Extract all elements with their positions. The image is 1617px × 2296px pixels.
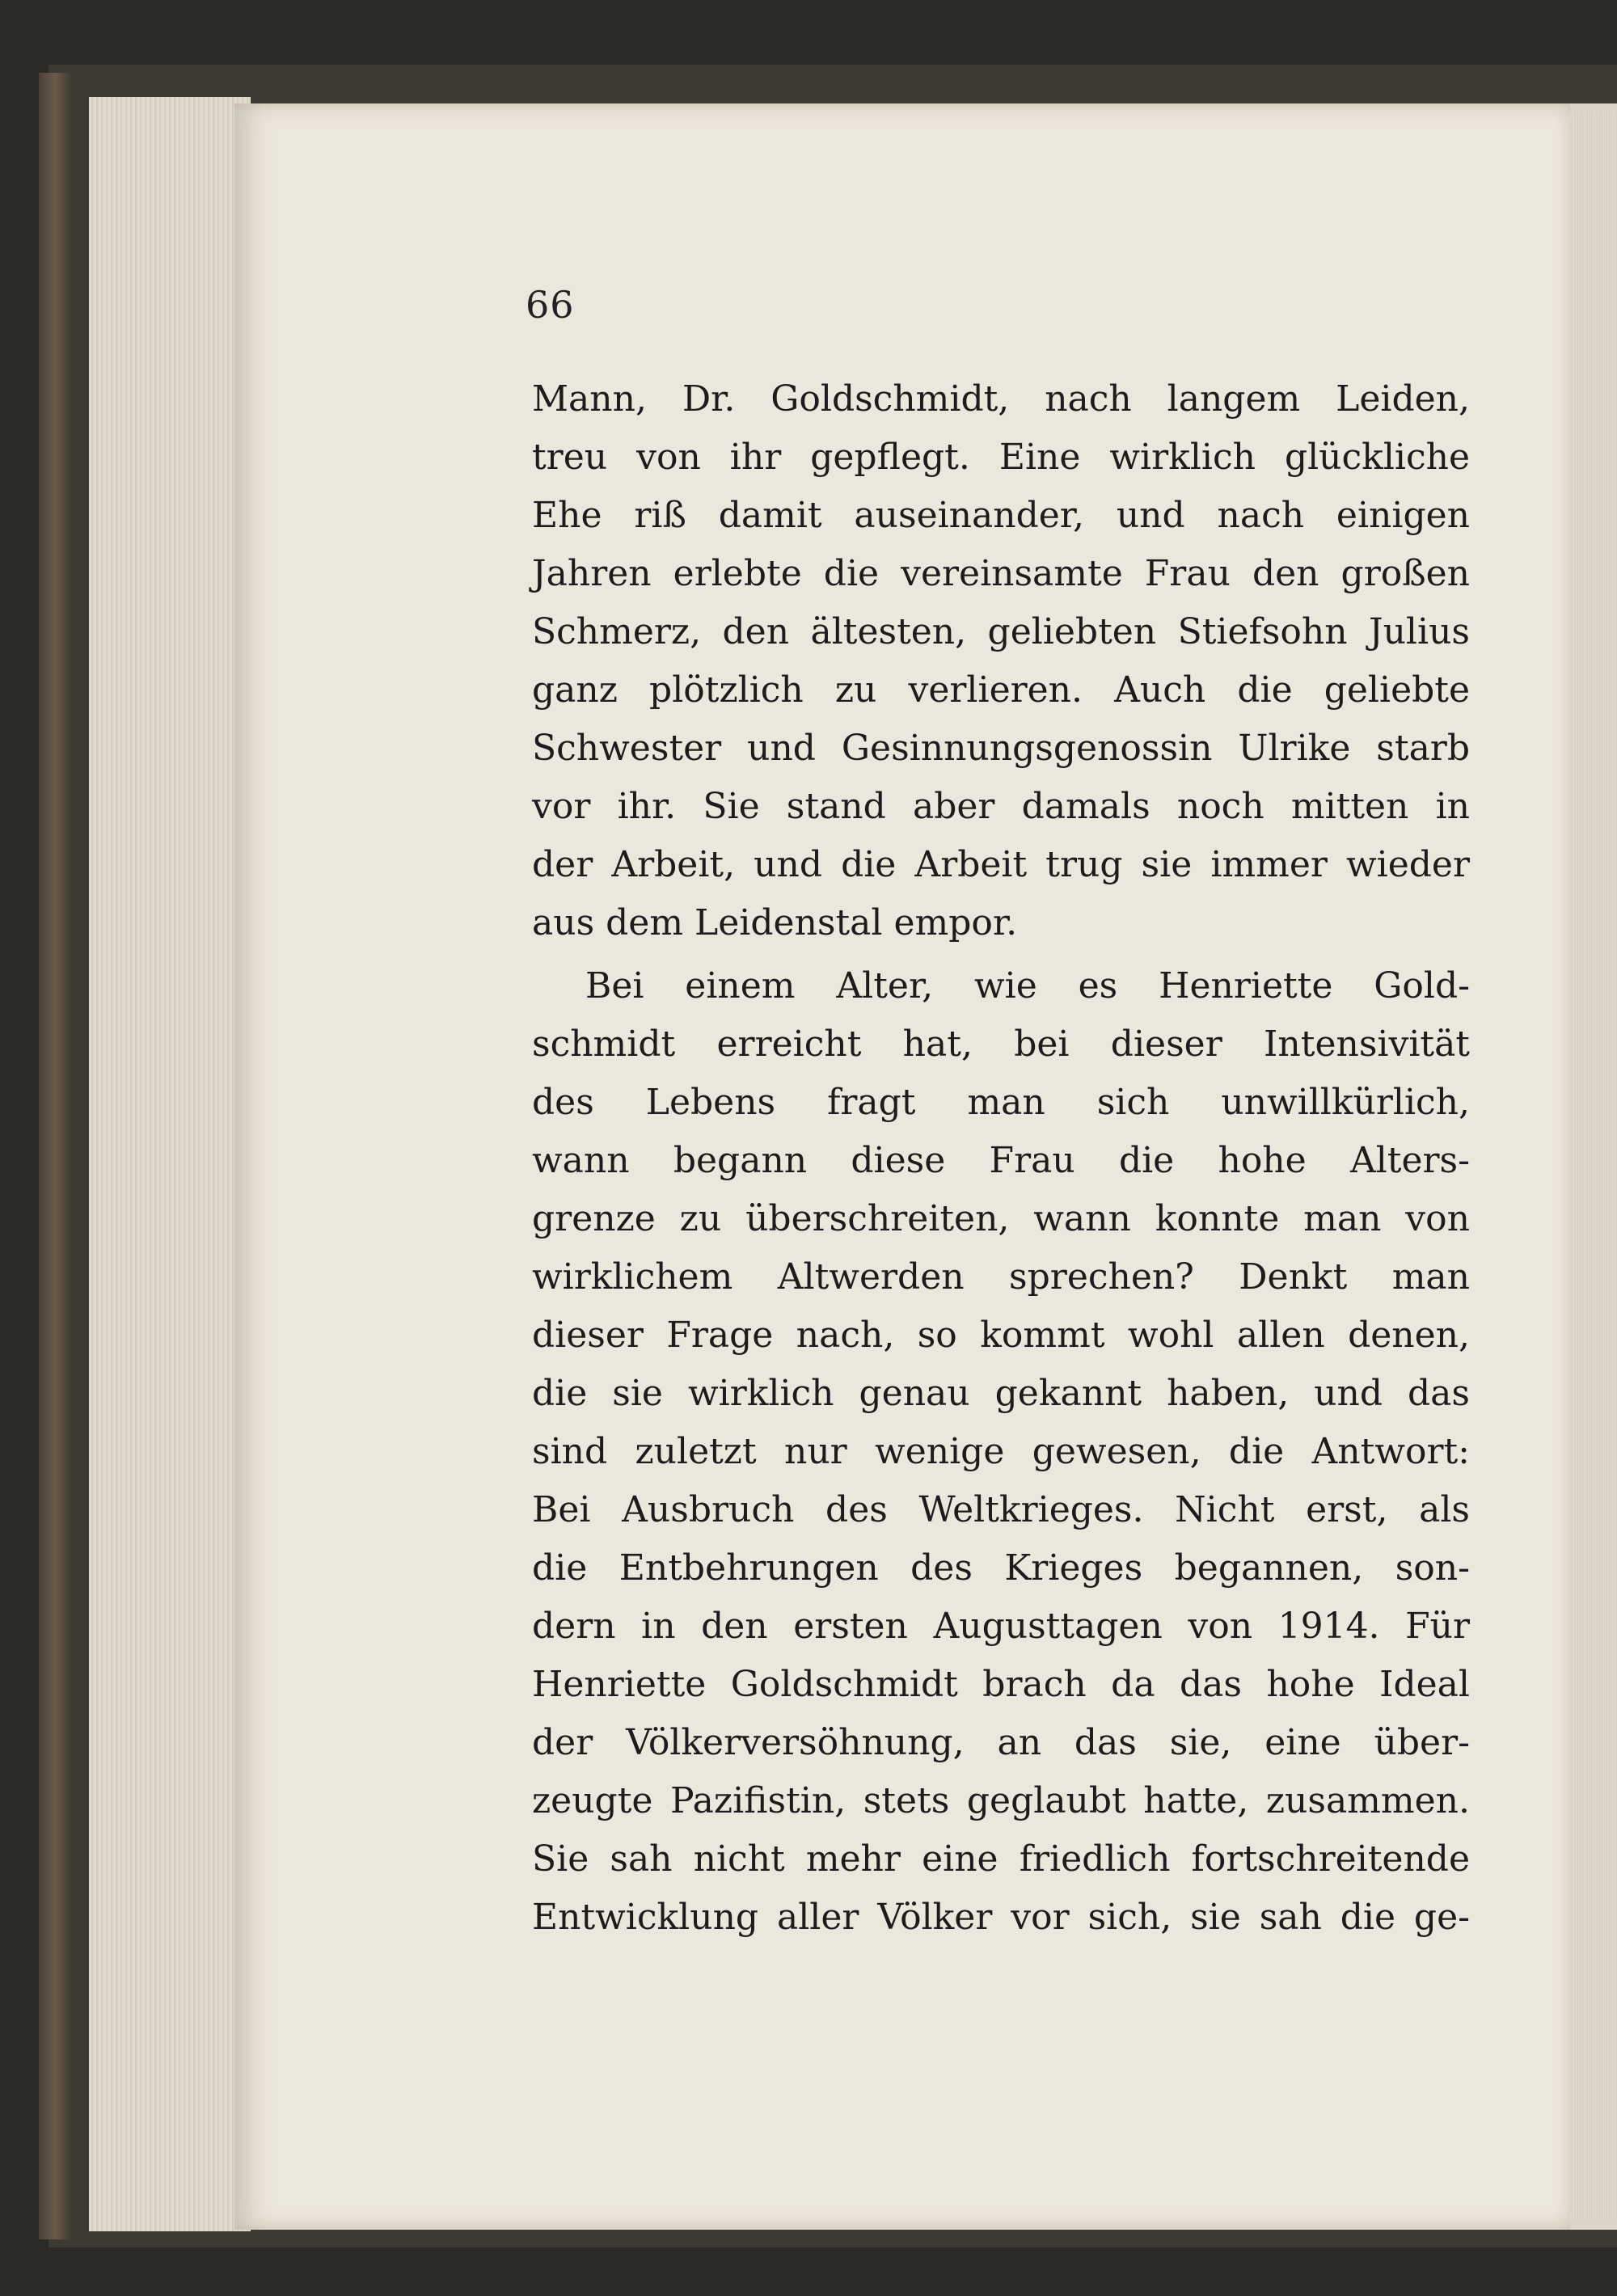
facing-page-stack xyxy=(1573,112,1617,2222)
text-line: dern in den ersten Augusttagen von 1914. Für xyxy=(532,1606,1470,1647)
text-line-paragraph-start: Bei einem Alter, wie es Henriette Gold- xyxy=(585,965,1470,1007)
text-line: Henriette Goldschmidt brach da das hohe Ideal xyxy=(532,1664,1470,1705)
text-line: Ehe riß damit auseinander, und nach einigen xyxy=(532,495,1470,536)
text-line: Schmerz, den ältesten, geliebten Stiefsohn Julius xyxy=(532,611,1470,652)
text-line: der Völkerversöhnung, an das sie, eine über- xyxy=(532,1722,1470,1763)
text-line: Bei Ausbruch des Weltkrieges. Nicht erst, als xyxy=(532,1489,1470,1530)
text-line: sind zuletzt nur wenige gewesen, die Antwort: xyxy=(532,1431,1470,1472)
text-line: zeugte Pazifistin, stets geglaubt hatte, zusammen. xyxy=(532,1780,1470,1821)
text-line: die sie wirklich genau gekannt haben, und das xyxy=(532,1373,1470,1414)
text-line: die Entbehrungen des Krieges begannen, son- xyxy=(532,1547,1470,1589)
text-line: Sie sah nicht mehr eine friedlich fortschreitende xyxy=(532,1838,1470,1880)
text-line: grenze zu überschreiten, wann konnte man von xyxy=(532,1198,1470,1239)
text-line: schmidt erreicht hat, bei dieser Intensivität xyxy=(532,1023,1470,1065)
page-text xyxy=(532,370,1470,1947)
text-line: vor ihr. Sie stand aber damals noch mitten in xyxy=(532,786,1470,827)
page-edges xyxy=(89,97,251,2231)
text-line: wirklichem Altwerden sprechen? Denkt man xyxy=(532,1256,1470,1298)
text-line: Entwicklung aller Völker vor sich, sie sah die ge- xyxy=(532,1897,1470,1938)
text-line: aus dem Leidenstal empor. xyxy=(532,902,1018,943)
book-spine-edge xyxy=(39,73,71,2239)
text-line: Jahren erlebte die vereinsamte Frau den großen xyxy=(532,553,1470,594)
text-line: Schwester und Gesinnungsgenossin Ulrike starb xyxy=(532,728,1470,769)
text-line: wann begann diese Frau die hohe Alters- xyxy=(532,1140,1470,1181)
page-number: 66 xyxy=(526,283,575,327)
text-line: Mann, Dr. Goldschmidt, nach langem Leiden, xyxy=(532,378,1470,420)
text-line: des Lebens fragt man sich unwillkürlich, xyxy=(532,1082,1470,1123)
text-line: dieser Frage nach, so kommt wohl allen denen, xyxy=(532,1315,1470,1356)
text-line: ganz plötzlich zu verlieren. Auch die geliebte xyxy=(532,669,1470,711)
text-line: der Arbeit, und die Arbeit trug sie immer wieder xyxy=(532,844,1470,885)
text-line: treu von ihr gepflegt. Eine wirklich glückliche xyxy=(532,437,1470,478)
